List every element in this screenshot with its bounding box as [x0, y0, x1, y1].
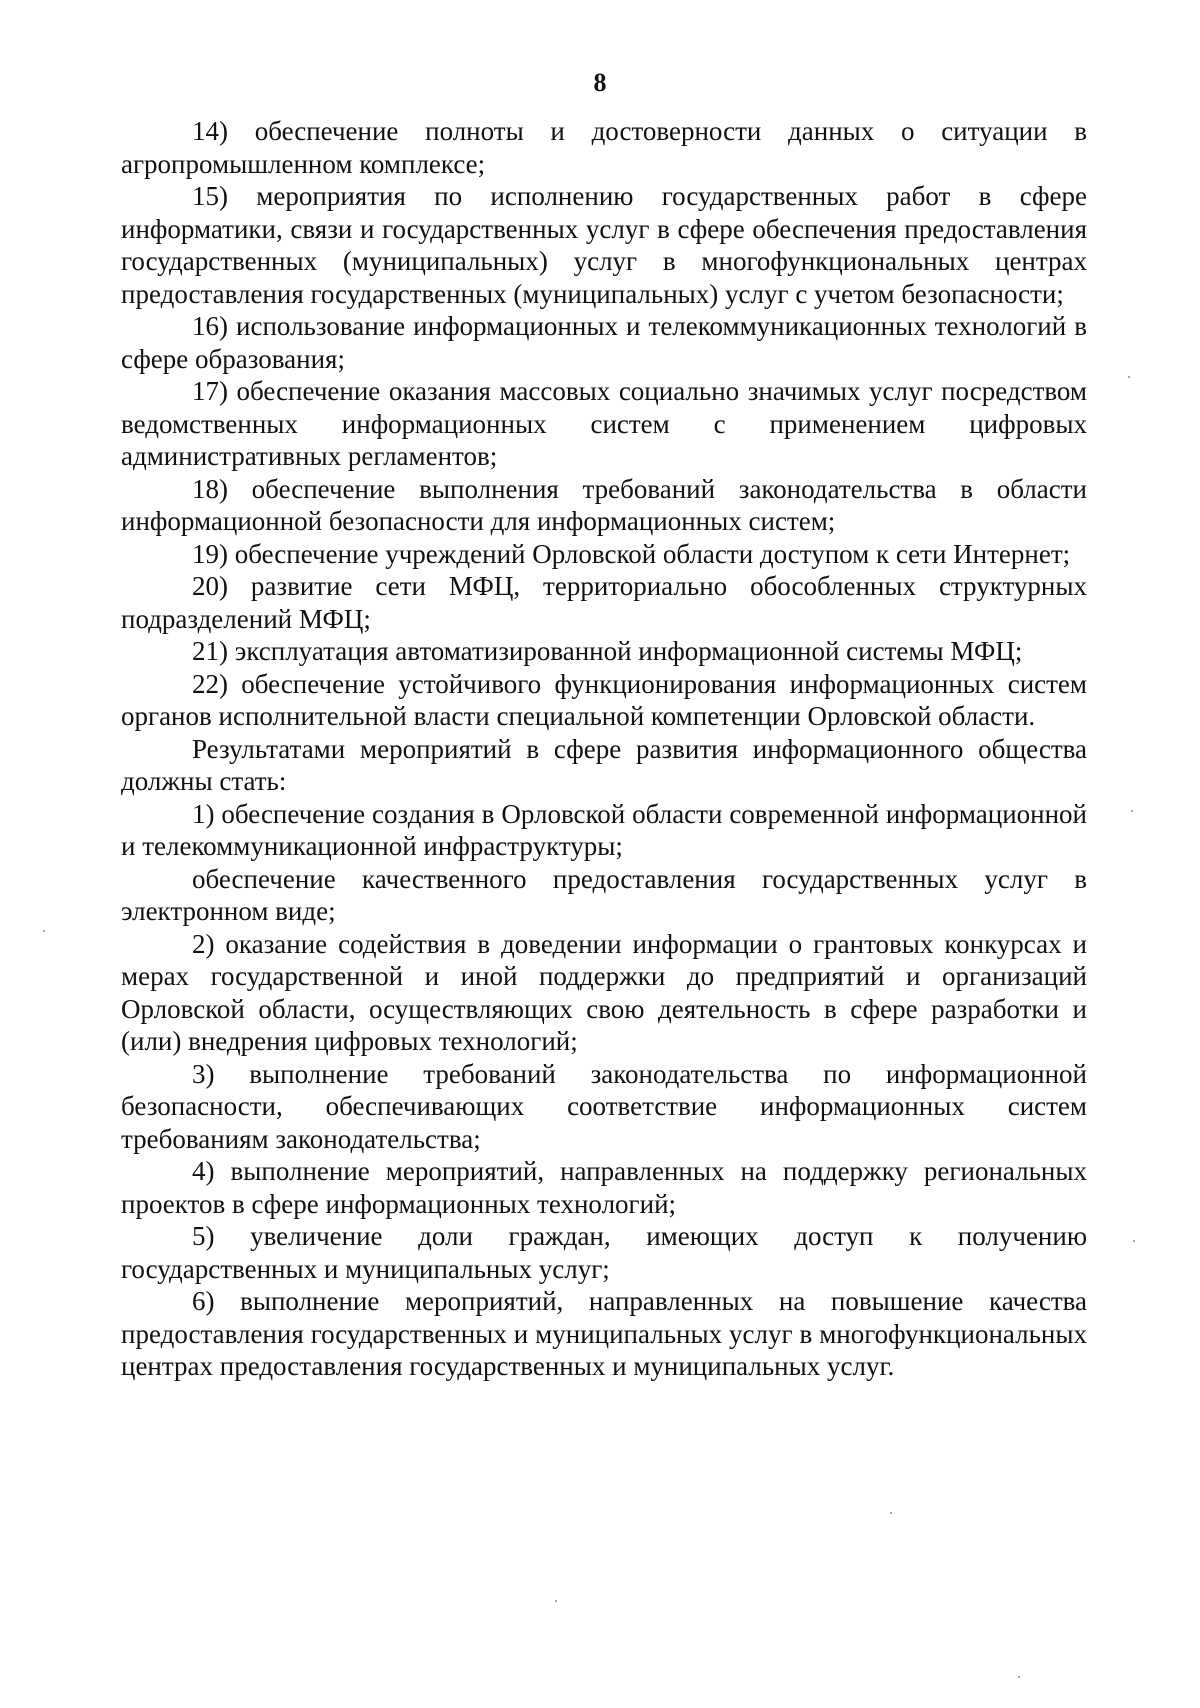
paragraph-item-19: 19) обеспечение учреждений Орловской области доступом к сети Интернет; [192, 538, 1071, 569]
paragraph-item-16: 16) использование информационных и телекоммуникационных технологий в сфере образования; [121, 311, 1087, 374]
scan-speck [1133, 1240, 1135, 1242]
result-item-4: 4) выполнение мероприятий, направленных на поддержку региональных проектов в сфере информационных технологий; [121, 1156, 1087, 1219]
scan-speck [890, 1512, 892, 1514]
result-item-1-continued: обеспечение качественного предоставления государственных услуг в электронном виде; [121, 863, 1087, 926]
results-intro-paragraph: Результатами мероприятий в сфере развития информационного общества должны стать: [121, 733, 1087, 796]
scan-speck [1131, 810, 1133, 812]
paragraph-item-14: 14) обеспечение полноты и достоверности данных о ситуации в агропромышленном комплексе; [121, 116, 1087, 179]
paragraph-item-17: 17) обеспечение оказания массовых социально значимых услуг посредством ведомственных информационных систем с применением цифровых административных регламентов; [121, 376, 1087, 471]
paragraph-item-22: 22) обеспечение устойчивого функционирования информационных систем органов исполнительной власти специальной компетенции Орловской области. [121, 668, 1087, 731]
result-item-5: 5) увеличение доли граждан, имеющих доступ к получению государственных и муниципальных услуг; [121, 1221, 1087, 1284]
result-item-6: 6) выполнение мероприятий, направленных на повышение качества предоставления государственных и муниципальных услуг в многофункциональных центрах предоставления государственных и муниципальных услуг. [121, 1286, 1087, 1381]
result-item-1: 1) обеспечение создания в Орловской области современной информационной и телекоммуникационной инфраструктуры; [121, 798, 1087, 861]
paragraph-item-18: 18) обеспечение выполнения требований законодательства в области информационной безопасности для информационных систем; [121, 473, 1087, 536]
result-item-3: 3) выполнение требований законодательства по информационной безопасности, обеспечивающих соответствие информационных систем требованиям законодательства; [121, 1058, 1087, 1154]
document-body [121, 115, 1087, 1383]
paragraph-item-15: 15) мероприятия по исполнению государственных работ в сфере информатики, связи и государственных услуг в сфере обеспечения предоставления государственных (муниципальных) услуг в многофункциональных центрах предоставления государственных (муниципальных) услуг с учетом безопасности; [121, 181, 1087, 309]
scan-speck [43, 930, 45, 932]
paragraph-item-21: 21) эксплуатация автоматизированной информационной системы МФЦ; [192, 636, 1023, 666]
paragraph-item-20: 20) развитие сети МФЦ, территориально обособленных структурных подразделений МФЦ; [121, 571, 1087, 634]
scan-speck [555, 1600, 557, 1602]
scan-speck [1128, 376, 1130, 378]
scan-speck [1018, 1676, 1020, 1678]
page-number: 8 [593, 68, 607, 97]
result-item-2: 2) оказание содействия в доведении информации о грантовых конкурсах и мерах государственной и иной поддержки до предприятий и организаций Орловской области, осуществляющих свою деятельность в сфере разработки и (или) внедрения цифровых технологий; [121, 928, 1087, 1056]
